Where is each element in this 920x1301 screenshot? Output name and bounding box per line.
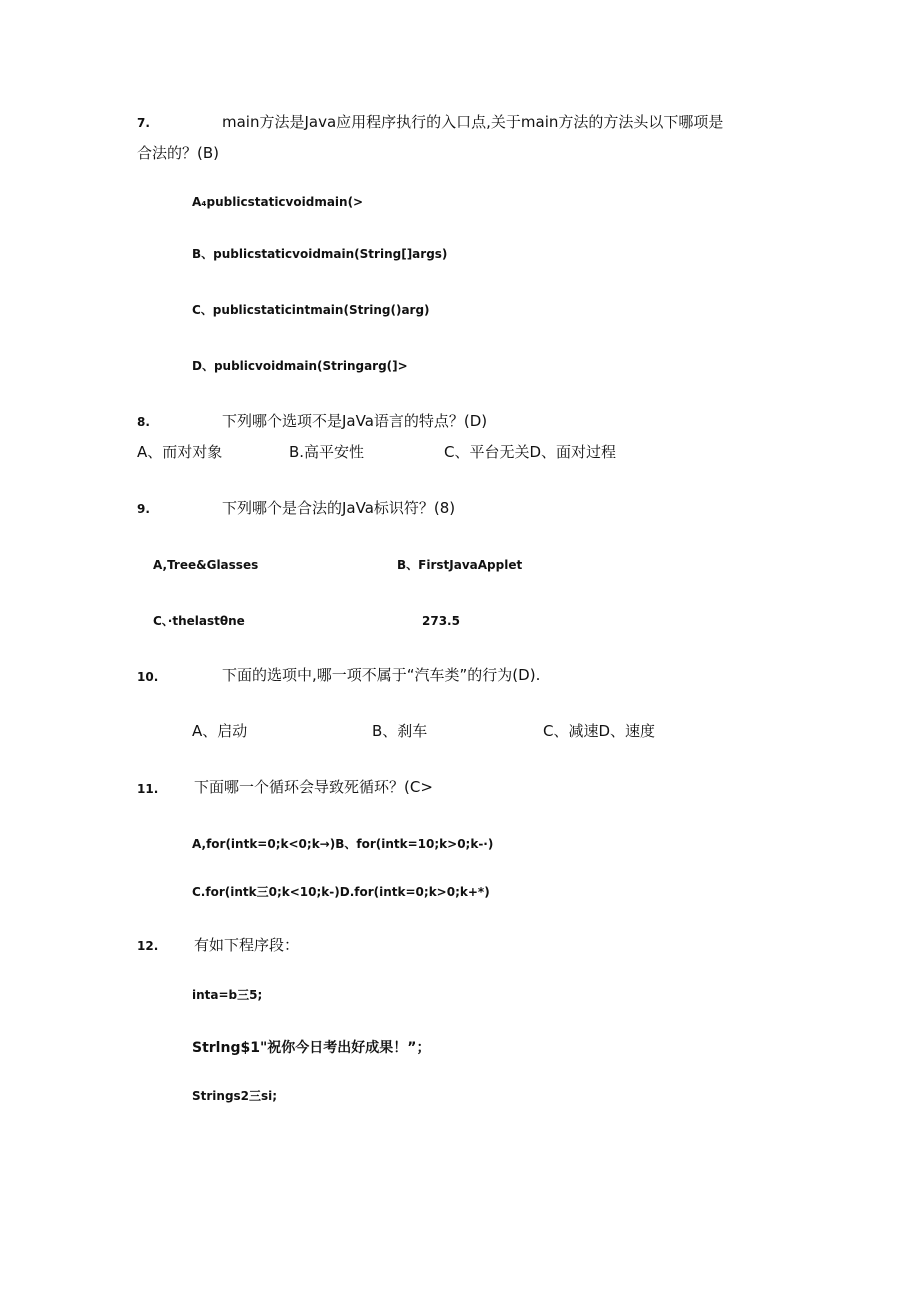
q9-number: 9.	[137, 502, 150, 516]
q10-option-cd: C、减速D、速度	[543, 722, 656, 740]
q12-code-line2: Strlng$1"祝你今日考出好成果！”；	[192, 1040, 431, 1056]
q8-option-b: B.高平安性	[289, 443, 365, 461]
q10-number: 10.	[137, 670, 159, 684]
q11-text: 下面哪一个循环会导致死循环？(C>	[194, 778, 433, 796]
q7-text-line2: 合法的？(B)	[137, 144, 219, 162]
q12-code-line1: inta=b三5;	[192, 988, 263, 1002]
q9-option-b: B、FirstJavaApplet	[397, 558, 523, 572]
q7-option-d: D、publicvoidmain(Stringarg(]>	[192, 359, 408, 373]
q7-option-c: C、publicstaticintmain(String()arg)	[192, 303, 430, 317]
q8-number: 8.	[137, 415, 150, 429]
q10-option-a: A、启动	[192, 722, 248, 740]
q8-text: 下列哪个选项不是JaVa语言的特点？(D)	[222, 412, 488, 430]
q9-option-a: A,Tree&Glasses	[153, 558, 259, 572]
q12-code-line3: Strings2三si;	[192, 1089, 278, 1103]
q7-number: 7.	[137, 116, 150, 130]
q8-option-a: A、而对对象	[137, 443, 223, 461]
q11-options-cd: C.for(intk三0;k<10;k-)D.for(intk=0;k>0;k+*)	[192, 885, 490, 899]
q8-option-cd: C、平台无关D、面对过程	[444, 443, 617, 461]
q11-number: 11.	[137, 782, 159, 796]
q12-number: 12.	[137, 939, 159, 953]
q7-option-b: B、publicstaticvoidmain(String[]args)	[192, 247, 448, 261]
q12-text: 有如下程序段：	[194, 936, 300, 954]
q7-text-line1: main方法是Java应用程序执行的入口点,关于main方法的方法头以下哪项是	[222, 113, 724, 131]
q11-options-ab: A,for(intk=0;k<0;k→)B、for(intk=10;k>0;k-·)	[192, 837, 494, 851]
q9-text: 下列哪个是合法的JaVa标识符？(8)	[222, 499, 456, 517]
q10-option-b: B、刹车	[372, 722, 428, 740]
q10-text: 下面的选项中,哪一项不属于“汽车类”的行为(D).	[222, 666, 541, 684]
q9-option-c: C、·thelastθne	[153, 614, 245, 628]
q7-option-a: A₄publicstaticvoidmain(>	[192, 195, 364, 209]
q9-option-d: 273.5	[422, 614, 460, 628]
